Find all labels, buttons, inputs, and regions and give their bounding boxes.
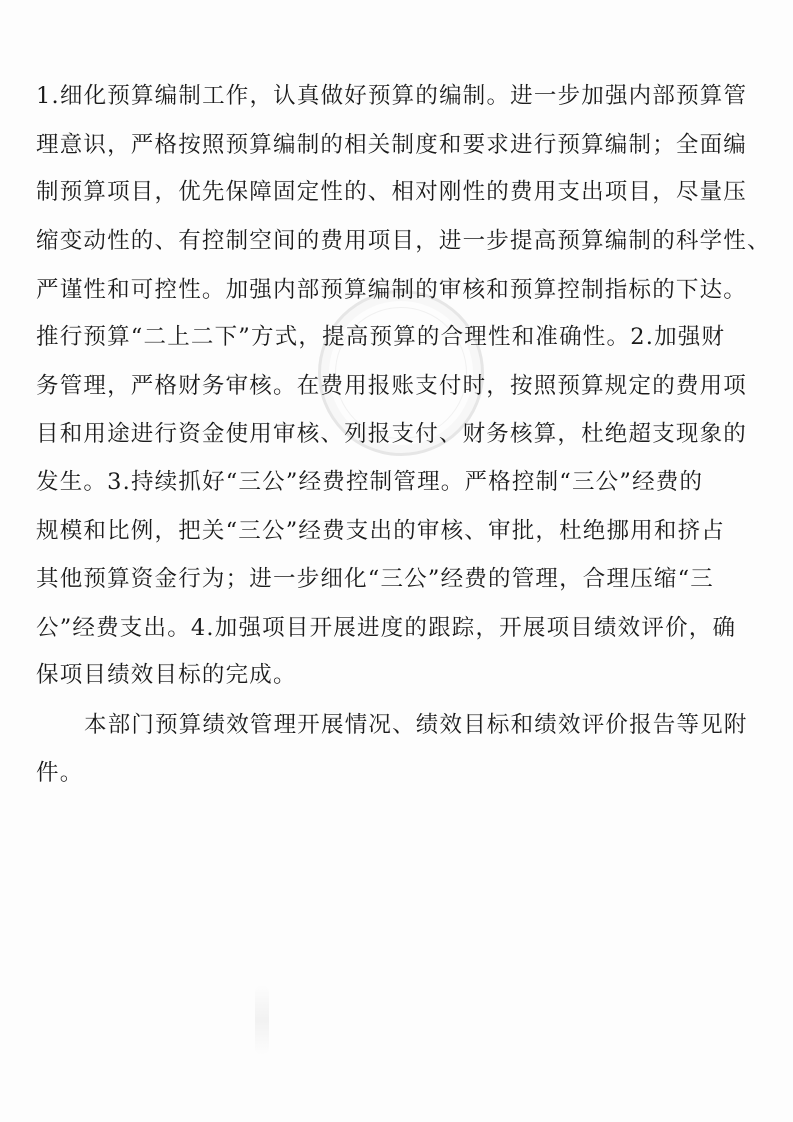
text-line: 推行预算“二上二下”方式，提高预算的合理性和准确性。2.加强财 [36, 324, 726, 350]
text-line: 其他预算资金行为；进一步细化“三公”经费的管理，合理压缩“三 [36, 566, 715, 592]
text-line: 制预算项目，优先保障固定性的、相对刚性的费用支出项目，尽量压 [36, 179, 748, 205]
text-line: 理意识，严格按照预算编制的相关制度和要求进行预算编制；全面编 [36, 132, 748, 158]
text-line: 发生。3.持续抓好“三公”经费控制管理。严格控制“三公”经费的 [36, 469, 704, 495]
scan-smudge [255, 985, 269, 1055]
text-line: 缩变动性的、有控制空间的费用项目，进一步提高预算编制的科学性、 [36, 228, 771, 254]
text-line: 目和用途进行资金使用审核、列报支付、财务核算，杜绝超支现象的 [36, 421, 748, 447]
text-line: 本部门预算绩效管理开展情况、绩效目标和绩效评价报告等见附 [84, 712, 748, 738]
text-line: 1.细化预算编制工作，认真做好预算的编制。进一步加强内部预算管 [36, 83, 748, 109]
text-line: 务管理，严格财务审核。在费用报账支付时，按照预算规定的费用项 [36, 373, 748, 399]
text-line: 规模和比例，把关“三公”经费支出的审核、审批，杜绝挪用和挤占 [36, 518, 726, 544]
text-line: 件。 [36, 760, 84, 786]
text-line: 公”经费支出。4.加强项目开展进度的跟踪，开展项目绩效评价，确 [36, 615, 737, 641]
text-line: 保项目绩效目标的完成。 [36, 662, 297, 688]
text-line: 严谨性和可控性。加强内部预算编制的审核和预算控制指标的下达。 [36, 277, 748, 303]
